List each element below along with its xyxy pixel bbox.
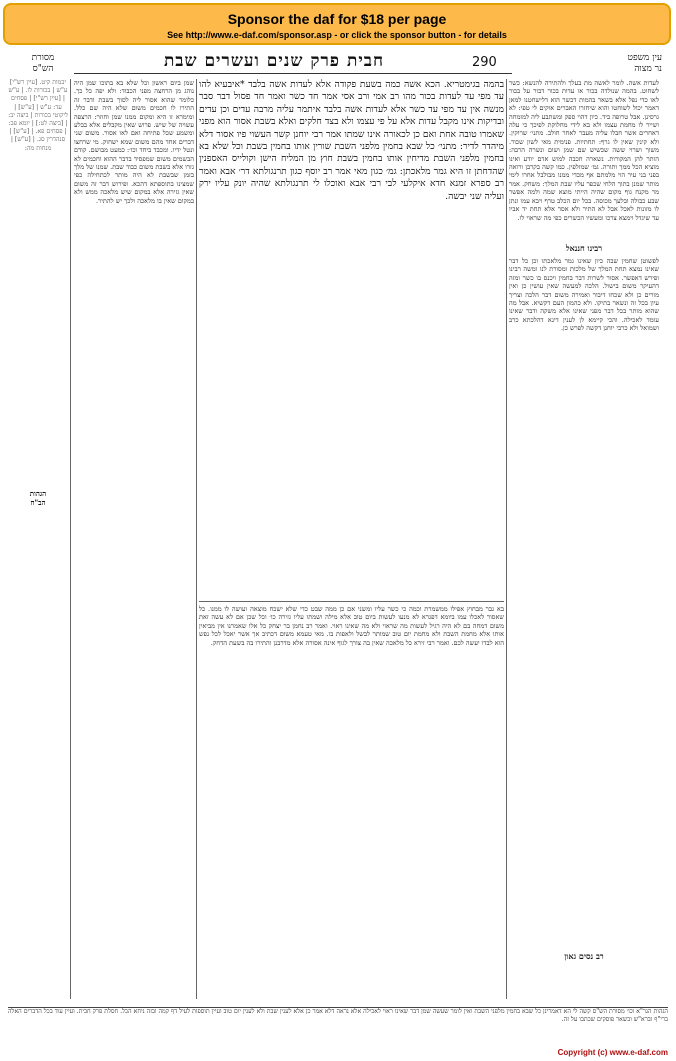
rabbenu-hananel-column: לפשוטן שחמין שבה כיון שאינו גמר מלאכתו וכן כל דבר שאינו נמצא תחת המלך של מלכות ומסורת לנו ומשה רבינו ופירש דאפשר. אסור לשרות דבר בחמין ויכנס בו כשר ומזה דהעיקר משום בישול. הלכה למעשה שאין עושין כן ואין מורים כן ולא שכחו דיבור ואמירה משום דבר הלכה וצריך עיון בכל זה ונשאר בתיקו. ולא כהמון העם דקשיא. אבל מה שהוא מותר בכל דבר מפני שאינו אלא משקה ודבר שאינו עומד לאכילה. והכי קיימא לן לענין דינא דהלכתא כרב ושמואל ולא כרבי יוחנן דקשה לפרש כן. <box>509 257 659 333</box>
gemara-lower-commentary: בא גבר מבחוץ אפילו ממשמרת וכמה כי כשר עליו ומשני אם כן ממה שבט כדי שלא ישכח מוצאה ועושה לו ממנו. כל שאסור לאכלו עמו ביומא דפגרא לא מנעו לעשות ביום טוב אלא מילה ושמתו עליו גזירה כו׳ וכל שכן אם לא עשה זאת משום דמחה בם לא היה רגיל לעשות מה שראוי ולא מה שאינו ראוי. ואמר רב נחמן בר יצחק כל אלו שאמרנו אין מביאין אותו אלא מחמת השבת ולא מחמת יום טוב שמותר לבשל ולאפות בו. מאי טעמא משום דכתיב אך אשר יאכל לכל נפש הוא לבדו יעשה לכם. ואמר רבי זירא כל מלאכה שאין בה צורך לגוף אינה אסורה אלא מדרבנן והתירו בה בשעת הדחק. <box>199 605 504 647</box>
chapter-title: חבית פרק שנים ועשרים שבת <box>163 51 385 71</box>
sponsor-banner[interactable] <box>3 3 671 45</box>
sponsor-subtitle: See http://www.e-daf.com/sponsor.asp - or click the sponsor button - for details <box>167 30 507 40</box>
ein-mishpat-column: לעדות אשה. לומר לאשה מת בעלך ולהתירה להנשא: כשר לשחוט. בהמה שנולדה בכור או עדות בכור דבור על בכור לאו כדי נפל אלא בשאר בהמות דכשר הוא דלישחטנו למאן דאמר יכול לשוחטו והוא שיחזרו האברים אוקים לי טפי: לא גרסינן. אבל טרופה ביד. כיון דהוי ספק ומשתבע ליה למומחה ושייר לו מחמת עצמו ולא בא לידי מחלוקת לפיכך כי עלה דאחרים אשר חבלו עליה מעבר לאחר חולב. מתני׳ שרוקין. ולא קינין שאין לו גרף: תחתיות. פנימית מאי לשון שכור. משוך ושרוי ששה שכשיש שם שמן ושום ונשרה הרבה: הותר להן המקורות. נשארה חכבה למוש אדם יודע ואינו מוציא הכל ממך ותורה. גמ׳ שמזלפין. כמו קשה בקרבן ורואה בפני בני עיר הוי מלמתם אף מכדי ממנו מבולבל אחרו לימי מותר שמנן בתוך הלחי שכפר עליו שבת המלך: משחק. אמר מר מקנח גוף מקום שהיה הייתי מוצא שמה ולמה אפשר שבע כבולה ובלעך מכוסה. בכל יום הכלב טרף ויבא עמו ונתן לו מזונות לאכל אבל לא התיר ולא אסר אלא תחת יד אביו עד שיגדל וימצא צרכו ומעשיו הכשרים כפי מה שראוי לו. <box>509 79 659 222</box>
hagahot-label: הגהות הב"ח <box>29 489 47 507</box>
header-divider <box>74 73 512 74</box>
left-margin-divider <box>70 79 71 999</box>
tosafot-divider <box>196 79 197 999</box>
rashi-divider <box>506 79 507 999</box>
main-text-divider <box>199 601 504 602</box>
masoret-hashas-header: מסורת הש"ס <box>31 53 55 74</box>
copyright-notice[interactable]: Copyright (c) www.e-daf.com <box>557 1048 668 1057</box>
ein-mishpat-header: עין משפט נר מצוה <box>627 53 662 74</box>
rav-nissim-label: רב נסים גאון <box>564 951 604 961</box>
page-number: 290 <box>472 55 497 70</box>
rabbenu-hananel-label: רבינו חננאל <box>565 243 603 253</box>
tosafot-column: שמן ביום ראשון וכל שלא בא בתוכו שמן היה נוהג מן הרחצה מפני הכבוד: ולא יפה כל כך. כלומר שהוא אסור ליה לסוך בשבת ודבר זה התירו לו חכמים משום שלא היה שם כלל. ומימרא זו היא ומקום ממנו שמן וחוזר: הרצפה עשויה של שיש. פרוש שאין מקבלים אלא בבלע ומשמע שכל פתיחה ואם לאו אסור. משום שני דברים אחד מהם משום שמא ישחוק. מי שרחצו ונטל ידיו. ומכבד ביחד וכו׳: כמעט מבושם. קודם הבשמים משום שמפסיד בדבר ההוא וחכמים לא גזרו אלא בשבת משום כבוד שבת. שמנו של מלך בזמן שבשבת לא היה מותר לכתחילה כפי שמצינו בתוספתא דהכא. ופירוש דבר זה משום שאין גזירה אלא במקום שיש מלאכה ממש ולא במקום שאין בו מלאכה ולכך יש להתיר. <box>74 79 194 205</box>
masoret-hashas-margin: יבמות קיט. [עיין רש"י] ע"ש | בכורות לו. | ע"ש | [עיין רש"י] | פסחים עד: ע"ש | [ע"ש] | ליקוטי בכורות | ביצה יב: | [ביצה לט:] | יומא פב: | פסחים פא. | [ע"ש] | סנהדרין סג. | [ע"ש] | מנחות מה: <box>8 79 68 152</box>
bottom-commentary: הגהות הגר"א וכו׳ מסורת הש"ס קשה לי הא דאמרינן כל שבא בחמין מלפני השבת ואין לומר שעשה שמן דבר שאינו ראוי לאכילה אלא נראה דלא אמר כן אלא לענין שבת ולא לענין יום טוב ועיין תוספות לעיל דף קמה ובזה ניחא הכל. חסלת פרק חבית. ועיין עוד בכל הדברים האלה ברי"ף וברא"ש ובשאר פוסקים שכתבו על זה. <box>8 1007 668 1048</box>
gemara-main-text: בהמה בגימטריא. הכא אשה כמה בשעת פקודה אלא לעדות אשה בלבד *איבעיא להו עד מפי עד לעדות בכור מהו רב אמי ורב אסי אמר חד כשר ואמר חד פסול דבר סבר מנשה אין עד מפי עד כשר אלא לעדות אשה בלבד איתמר עליה מרבה עדים וכן עדים ובדיקות אינו מקבל עדות אלא על פי עצמו ולא בצד חלקים ואלא בשבת אסור הוא מפני שאמרו טובה אחת ואם כן לכאורה אינו שמתו אמר רבי יוחנן קשר העשוי פיו אסור דלא מיהדר לדיר: מתני׳ כל שבא בחמין מלפני השבת שורין אותו בחמין בשבת וכל שלא בא בחמין מלפני השבת מדיחין אותו בחמין בשבת חוץ מן המליח הישן וקולייס האספנין שהדחתן זו היא גמר מלאכתן: גמ׳ כגון מאי אמר רב יוסף כגון תרנגולתא דר׳ אבא ואמר רב ספרא זמנא חדא איקלעי לבי רבי אבא ואוכלו לי תרנגולתא שהיה יונק עליו ירק ועליה שני יבשה. <box>199 79 504 202</box>
sponsor-title: Sponsor the daf for $18 per page <box>227 11 447 27</box>
talmud-page <box>4 49 672 1049</box>
